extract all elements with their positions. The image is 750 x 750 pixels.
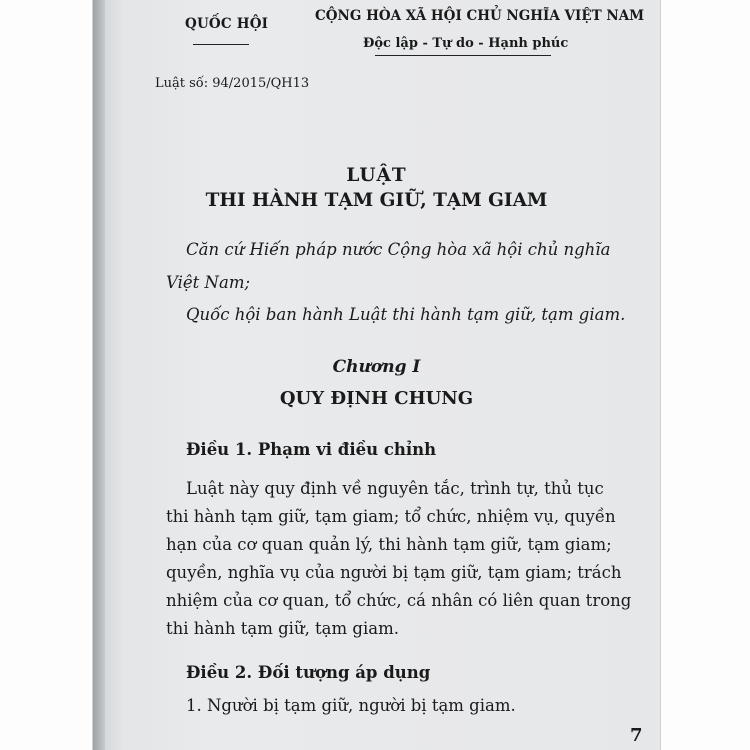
chapter-title: QUY ĐỊNH CHUNG xyxy=(279,388,474,409)
article-heading: Điều 2. Đối tượng áp dụng xyxy=(186,663,431,682)
motto-underline xyxy=(375,55,551,56)
article-text-line: hạn của cơ quan quản lý, thi hành tạm giữ, tạm giam; xyxy=(166,535,612,554)
chapter-label: Chương I xyxy=(332,357,421,377)
article-text-line: nhiệm của cơ quan, tổ chức, cá nhân có liên quan trong xyxy=(166,591,632,610)
preamble-line: Việt Nam; xyxy=(166,273,251,292)
document-subtitle: THI HÀNH TẠM GIỮ, TẠM GIAM xyxy=(205,190,548,211)
article-text-line: thi hành tạm giữ, tạm giam. xyxy=(166,619,399,638)
issuer-label: QUỐC HỘI xyxy=(185,16,269,32)
page-number: 7 xyxy=(630,725,643,746)
article-text-line: Luật này quy định về nguyên tắc, trình tự, thủ tục xyxy=(186,479,604,498)
state-motto: Độc lập - Tự do - Hạnh phúc xyxy=(363,36,569,51)
article-item: 1. Người bị tạm giữ, người bị tạm giam. xyxy=(186,696,516,715)
article-heading: Điều 1. Phạm vi điều chỉnh xyxy=(186,440,437,459)
document-page xyxy=(93,0,660,750)
article-text-line: quyền, nghĩa vụ của người bị tạm giữ, tạm giam; trách xyxy=(166,563,622,582)
document-title: LUẬT xyxy=(346,165,407,186)
article-text-line: thi hành tạm giữ, tạm giam; tổ chức, nhiệm vụ, quyền xyxy=(166,507,616,526)
issuer-underline xyxy=(193,44,249,45)
preamble-line: Quốc hội ban hành Luật thi hành tạm giữ, tạm giam. xyxy=(186,305,626,324)
state-name: CỘNG HÒA XÃ HỘI CHỦ NGHĨA VIỆT NAM xyxy=(315,8,645,24)
preamble-line: Căn cứ Hiến pháp nước Cộng hòa xã hội chủ nghĩa xyxy=(186,240,611,259)
law-number: Luật số: 94/2015/QH13 xyxy=(155,76,310,91)
